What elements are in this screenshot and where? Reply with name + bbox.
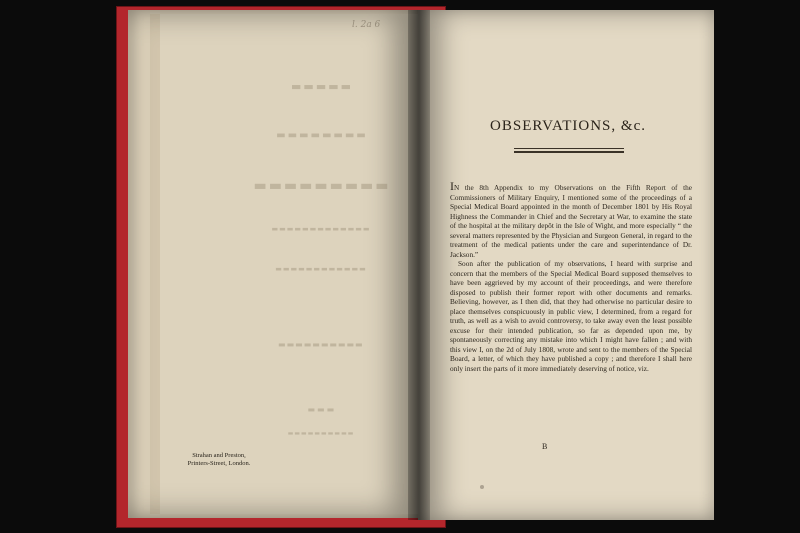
bleed-through-line: ▬▬▬▬▬▬▬▬▬▬: [277, 340, 363, 349]
bleed-through-line: ▬▬▬▬▬▬▬▬▬▬▬▬: [274, 265, 366, 273]
heading-rule: [514, 148, 624, 149]
page-heading: OBSERVATIONS, &c.: [490, 118, 646, 134]
heading-rule: [514, 151, 624, 153]
bleed-through-line: ▬▬▬: [305, 405, 335, 414]
paper-blemish: [480, 485, 484, 489]
bleed-through-title: ▬▬▬▬▬: [289, 80, 351, 93]
bleed-through-line: ▬▬▬▬▬▬▬▬▬▬▬▬▬: [270, 225, 370, 233]
bleed-through-line: ▬▬▬▬▬▬▬▬▬▬: [286, 430, 354, 437]
page-edge-stain: [150, 14, 160, 514]
imprint-line: Printers-Street, London.: [187, 460, 251, 467]
signature-mark: B: [542, 442, 548, 451]
imprint-line: Strahan and Preston,: [192, 452, 246, 459]
book-gutter: [408, 10, 430, 520]
marginal-handwriting: l. 2a 6: [352, 20, 381, 30]
paragraph: [450, 179, 692, 259]
paragraph: Soon after the publication of my observations, I heard with surprise and concern that the members of the Special Medical Board supposed themselves to have been aggrieved by my account of their proceedings, and were therefore disposed to publish their former report with other documents and remarks. Believing, however, as I then did, that they had otherwise no particular desire to place themselves conspicuously in public view, I determined, from a regard for truth, as well as a wish to avoid controversy, to take away even the least possible excuse for their intended publication, so far as depended upon me, by spontaneously correcting any mistake into which I might have fallen ; and with this view I, on the 2d of July 1808, wrote and sent to the members of the Special Board, a letter, of which they have published a copy ; and therefore I shall here only insert the parts of it more immediately deserving of notice, viz.: [450, 259, 692, 373]
paragraph-text: N the 8th Appendix to my Observations on the Fifth Report of the Commissioners of Military Enquiry, I mentioned some of the proceedings of a Special Medical Board appointed in the month of December 1801 by His Royal Highness the Commander in Chief and the Secretary at War, to examine the state of the hospital at the military depôt in the Isle of Wight, and more especially “ the several matters represented by the Physician and Surgeon General, in regard to the treatment of the medical patients under the care and superintendance of Dr. Jackson.”: [450, 183, 692, 259]
drop-cap: I: [450, 179, 454, 193]
body-text: [450, 179, 692, 373]
printer-imprint: [184, 452, 254, 468]
bleed-through-line: ▬▬▬▬▬▬▬▬: [274, 130, 366, 141]
bleed-through-line: ▬▬▬▬▬▬▬▬▬: [251, 178, 389, 194]
